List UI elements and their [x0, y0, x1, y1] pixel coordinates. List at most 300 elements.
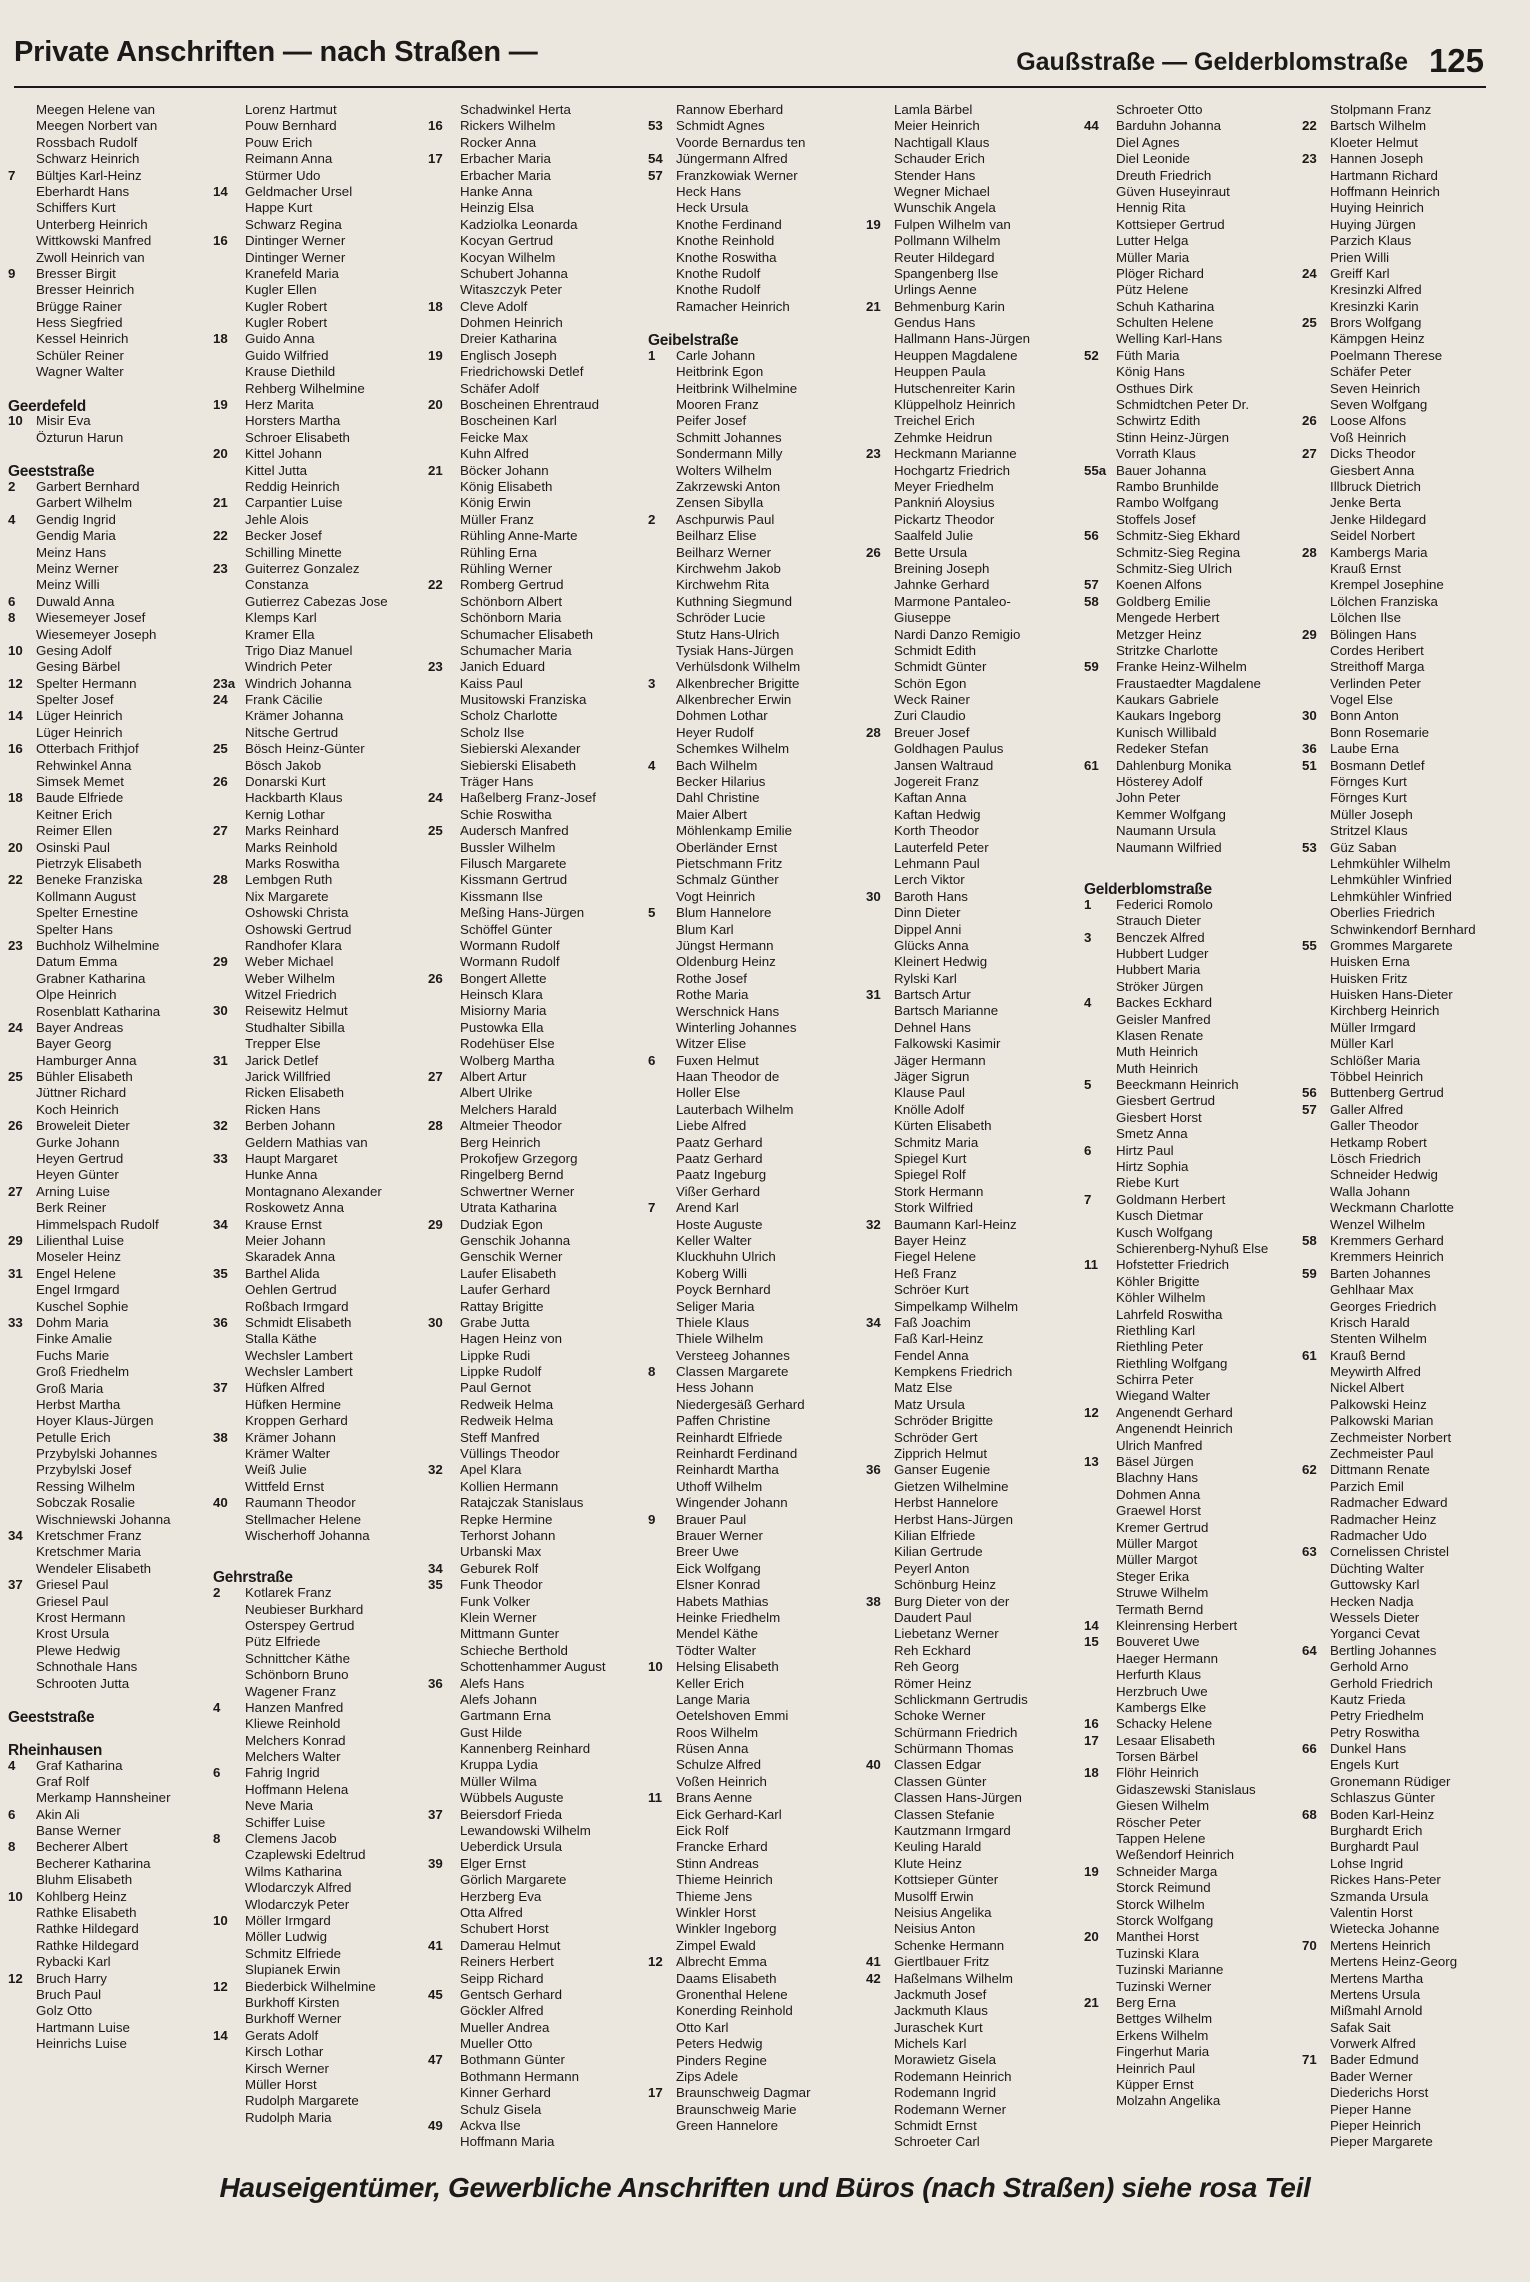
resident-name: Sobczak Rosalie [36, 1495, 136, 1511]
resident-name: Schwarz Heinrich [36, 151, 140, 167]
address-entry [1084, 1979, 1299, 1995]
address-entry [648, 413, 863, 429]
resident-name: Himmelspach Rudolf [36, 1216, 159, 1232]
resident-name: Reisewitz Helmut [245, 1003, 348, 1019]
address-entry [1084, 1093, 1299, 1109]
resident-name: Beneke Franziska [36, 872, 143, 888]
address-entry [213, 250, 423, 266]
resident-name: Matz Else [894, 1380, 953, 1396]
house-number: 61 [1084, 757, 1099, 773]
address-entry [866, 2134, 1081, 2150]
page-number: 125 [1428, 42, 1484, 79]
address-entry [866, 1102, 1081, 1118]
address-entry [428, 1348, 648, 1364]
address-entry [866, 217, 1081, 233]
address-entry [1302, 266, 1498, 282]
address-entry [866, 463, 1081, 479]
resident-name: Wietecka Johanne [1330, 1921, 1440, 1937]
resident-name: Wiesemeyer Joseph [36, 626, 157, 642]
address-entry [428, 1233, 648, 1249]
resident-name: Vüllings Theodor [460, 1446, 560, 1462]
address-entry [1302, 102, 1498, 118]
resident-name: Stork Wilfried [894, 1200, 974, 1216]
resident-name: Schröder Lucie [676, 610, 766, 626]
address-entry [866, 741, 1081, 757]
resident-name: Musitowski Franziska [460, 692, 587, 708]
resident-name: Pouw Erich [245, 134, 313, 150]
resident-name: Melchers Harald [460, 1101, 557, 1117]
resident-name: Carpantier Luise [245, 495, 343, 511]
resident-name: Roskowetz Anna [245, 1200, 345, 1216]
address-entry [428, 1528, 648, 1544]
address-entry [866, 954, 1081, 970]
address-entry [1084, 430, 1299, 446]
resident-name: Rocker Anna [460, 134, 537, 150]
address-entry [213, 168, 423, 184]
resident-name: Seipp Richard [460, 1970, 544, 1986]
address-entry [8, 1184, 208, 1200]
resident-name: Heuppen Magdalene [894, 347, 1018, 363]
resident-name: Gartmann Erna [460, 1708, 551, 1724]
resident-name: Becherer Katharina [36, 1855, 151, 1871]
resident-name: Fraustaedter Magdalene [1116, 675, 1261, 691]
resident-name: Peyerl Anton [894, 1560, 970, 1576]
address-entry [1084, 1487, 1299, 1503]
resident-name: Merkamp Hannsheiner [36, 1790, 171, 1806]
resident-name: Träger Hans [460, 774, 534, 790]
resident-name: Bäsel Jürgen [1116, 1454, 1194, 1470]
house-number: 55a [1084, 462, 1107, 478]
address-entry [8, 643, 208, 659]
address-entry [428, 2134, 648, 2150]
address-entry [213, 1462, 423, 1478]
address-entry [866, 1708, 1081, 1724]
resident-name: Schubert Horst [460, 1921, 549, 1937]
resident-name: Kugler Ellen [245, 282, 317, 298]
address-entry [648, 250, 863, 266]
address-entry [1084, 946, 1299, 962]
address-entry [213, 1233, 423, 1249]
address-entry [428, 2003, 648, 2019]
address-entry [213, 135, 423, 151]
resident-name: Förnges Kurt [1330, 774, 1407, 790]
address-entry [8, 168, 208, 184]
resident-name: Neisius Anton [894, 1921, 976, 1937]
resident-name: Krauß Ernst [1330, 560, 1401, 576]
address-entry [866, 1397, 1081, 1413]
address-entry [213, 2044, 423, 2060]
address-entry [8, 1217, 208, 1233]
address-entry [866, 118, 1081, 134]
address-entry [866, 905, 1081, 921]
address-entry [428, 1102, 648, 1118]
address-entry [866, 1282, 1081, 1298]
address-entry [1084, 102, 1299, 118]
resident-name: Rodehüser Else [460, 1036, 555, 1052]
resident-name: Reimann Anna [245, 151, 333, 167]
address-entry [1302, 1446, 1498, 1462]
address-entry [8, 889, 208, 905]
address-entry [428, 840, 648, 856]
resident-name: Dittmann Renate [1330, 1462, 1430, 1478]
resident-name: Klemps Karl [245, 610, 317, 626]
address-entry [648, 2085, 863, 2101]
address-entry [648, 1839, 863, 1855]
resident-name: Terhorst Johann [460, 1527, 556, 1543]
resident-name: Schmitz-Sieg Ulrich [1116, 560, 1233, 576]
resident-name: Schäfer Adolf [460, 380, 540, 396]
address-entry [648, 1971, 863, 1987]
address-entry [1084, 643, 1299, 659]
resident-name: Jäger Sigrun [894, 1069, 970, 1085]
house-number: 57 [1084, 577, 1099, 593]
resident-name: Müller Horst [245, 2076, 317, 2092]
resident-name: Rühling Anne-Marte [460, 528, 578, 544]
resident-name: Braunschweig Marie [676, 2101, 797, 2117]
resident-name: Kunisch Willibald [1116, 724, 1217, 740]
resident-name: Vogt Heinrich [676, 888, 756, 904]
resident-name: Krisch Harald [1330, 1314, 1410, 1330]
address-entry [213, 1495, 423, 1511]
resident-name: Poelmann Therese [1330, 347, 1443, 363]
address-entry [648, 1217, 863, 1233]
resident-name: Haeger Hermann [1116, 1650, 1218, 1666]
address-entry [648, 1118, 863, 1134]
resident-name: Schauder Erich [894, 151, 985, 167]
address-entry [1084, 2028, 1299, 2044]
address-entry [213, 512, 423, 528]
street-range-label: Gaußstraße — Gelderblomstraße [1016, 48, 1408, 76]
resident-name: Klasen Renate [1116, 1027, 1204, 1043]
resident-name: Romberg Gertrud [460, 577, 564, 593]
resident-name: Schwertner Werner [460, 1183, 575, 1199]
resident-name: Hetkamp Robert [1330, 1134, 1427, 1150]
resident-name: Bader Werner [1330, 2068, 1413, 2084]
resident-name: Schulze Alfred [676, 1757, 762, 1773]
resident-name: Grabner Katharina [36, 970, 146, 986]
address-entry [1084, 1421, 1299, 1437]
address-entry [8, 2036, 208, 2052]
house-number: 36 [1302, 741, 1317, 757]
address-entry [1302, 2020, 1498, 2036]
address-entry [1084, 1929, 1299, 1945]
address-entry [648, 1020, 863, 1036]
resident-name: Huisken Hans-Dieter [1330, 987, 1453, 1003]
address-entry [866, 151, 1081, 167]
address-entry [866, 1954, 1081, 1970]
resident-name: Elsner Konrad [676, 1577, 761, 1593]
resident-name: Otta Alfred [460, 1904, 523, 1920]
address-entry [648, 840, 863, 856]
resident-name: Mueller Andrea [460, 2019, 550, 2035]
address-entry [1084, 2077, 1299, 2093]
resident-name: Montagnano Alexander [245, 1183, 382, 1199]
resident-name: Rehberg Wilhelmine [245, 380, 365, 396]
resident-name: Windrich Johanna [245, 675, 352, 691]
resident-name: Kremmers Gerhard [1330, 1232, 1444, 1248]
address-entry [428, 1921, 648, 1937]
address-entry [1084, 200, 1299, 216]
address-entry [1302, 1692, 1498, 1708]
resident-name: Gurke Johann [36, 1134, 120, 1150]
address-entry [648, 1266, 863, 1282]
address-entry [8, 545, 208, 561]
address-entry [866, 430, 1081, 446]
house-number: 24 [1302, 265, 1317, 281]
resident-name: Keuling Harald [894, 1839, 982, 1855]
resident-name: Kürten Elisabeth [894, 1118, 992, 1134]
resident-name: Füth Maria [1116, 347, 1180, 363]
resident-name: Krempel Josephine [1330, 577, 1444, 593]
resident-name: Oberlies Friedrich [1330, 905, 1435, 921]
resident-name: Juraschek Kurt [894, 2019, 983, 2035]
address-entry [1302, 1135, 1498, 1151]
resident-name: Wlodarczyk Alfred [245, 1880, 352, 1896]
resident-name: Prien Willi [1330, 249, 1390, 265]
address-entry [428, 807, 648, 823]
address-entry [648, 1708, 863, 1724]
address-entry [1302, 233, 1498, 249]
address-entry [428, 594, 648, 610]
resident-name: Termath Bernd [1116, 1601, 1204, 1617]
resident-name: Daams Elisabeth [676, 1970, 777, 1986]
address-entry [1084, 930, 1299, 946]
resident-name: Dicks Theodor [1330, 446, 1416, 462]
resident-name: Gust Hilde [460, 1724, 523, 1740]
resident-name: Goldmann Herbert [1116, 1191, 1226, 1207]
address-entry [648, 1741, 863, 1757]
address-entry [8, 1151, 208, 1167]
resident-name: Plöger Richard [1116, 265, 1204, 281]
resident-name: Bruch Paul [36, 1986, 102, 2002]
address-entry [648, 1282, 863, 1298]
address-entry [1084, 1798, 1299, 1814]
resident-name: Schroer Elisabeth [245, 429, 350, 445]
resident-name: Kleinrensing Herbert [1116, 1617, 1238, 1633]
house-number: 28 [866, 724, 881, 740]
resident-name: Strauch Dieter [1116, 913, 1201, 929]
resident-name: Giesbert Gertrud [1116, 1093, 1216, 1109]
resident-name: Schmidt Agnes [676, 118, 765, 134]
resident-name: Redweik Helma [460, 1413, 554, 1429]
resident-name: Banse Werner [36, 1823, 121, 1839]
address-entry [8, 1085, 208, 1101]
address-entry [1302, 381, 1498, 397]
address-entry [8, 1643, 208, 1659]
resident-name: Schäfer Peter [1330, 364, 1412, 380]
address-entry [428, 2069, 648, 2085]
resident-name: Spelter Hermann [36, 675, 137, 691]
resident-name: Riethling Karl [1116, 1322, 1196, 1338]
resident-name: Jäger Hermann [894, 1052, 986, 1068]
resident-name: Knothe Rudolf [676, 282, 761, 298]
address-entry [866, 1577, 1081, 1593]
address-entry [8, 676, 208, 692]
address-entry [1302, 1561, 1498, 1577]
resident-name: Pieper Heinrich [1330, 2118, 1421, 2134]
address-entry [213, 233, 423, 249]
house-number: 35 [213, 1265, 228, 1281]
address-entry [648, 1774, 863, 1790]
resident-name: Laufer Gerhard [460, 1282, 551, 1298]
resident-name: Wechsler Lambert [245, 1347, 353, 1363]
resident-name: Reh Georg [894, 1659, 960, 1675]
address-entry [213, 905, 423, 921]
resident-name: Rothe Josef [676, 970, 747, 986]
address-entry [428, 348, 648, 364]
resident-name: Blum Hannelore [676, 905, 772, 921]
resident-name: Otterbach Frithjof [36, 741, 139, 757]
resident-name: Pouw Bernhard [245, 118, 337, 134]
resident-name: Dudziak Egon [460, 1216, 543, 1232]
resident-name: Stinn Andreas [676, 1855, 759, 1871]
house-number: 25 [213, 741, 228, 757]
address-entry [213, 708, 423, 724]
address-entry [213, 1397, 423, 1413]
house-number: 18 [1084, 1765, 1099, 1781]
address-entry [1084, 1323, 1299, 1339]
address-entry [428, 1184, 648, 1200]
address-entry [428, 1561, 648, 1577]
address-entry [8, 1446, 208, 1462]
address-entry [866, 1512, 1081, 1528]
address-entry [866, 545, 1081, 561]
address-entry [8, 1495, 208, 1511]
address-entry [213, 1069, 423, 1085]
address-entry [866, 1905, 1081, 1921]
address-entry [1084, 1372, 1299, 1388]
resident-name: Osterspey Gertrud [245, 1617, 355, 1633]
house-number: 16 [428, 118, 443, 134]
address-entry [213, 1847, 423, 1863]
address-entry [8, 708, 208, 724]
address-entry [1302, 676, 1498, 692]
resident-name: Eick Gerhard-Karl [676, 1806, 782, 1822]
resident-name: Oehlen Gertrud [245, 1282, 337, 1298]
page-header [14, 36, 1484, 84]
resident-name: Stork Hermann [894, 1183, 984, 1199]
address-entry [648, 1380, 863, 1396]
address-entry [1302, 1397, 1498, 1413]
resident-name: Hüfken Hermine [245, 1396, 342, 1412]
house-number: 41 [428, 1937, 443, 1953]
resident-name: Rehwinkel Anna [36, 757, 132, 773]
address-entry [8, 1659, 208, 1675]
address-entry [428, 2036, 648, 2052]
resident-name: Schürmann Thomas [894, 1741, 1014, 1757]
address-entry [8, 495, 208, 511]
resident-name: Pollmann Wilhelm [894, 233, 1001, 249]
address-entry [866, 1692, 1081, 1708]
resident-name: Carle Johann [676, 347, 756, 363]
house-number: 56 [1302, 1085, 1317, 1101]
resident-name: Kretschmer Maria [36, 1544, 141, 1560]
address-entry [648, 446, 863, 462]
house-number: 33 [8, 1314, 23, 1330]
address-entry [1084, 1946, 1299, 1962]
resident-name: Spiegel Kurt [894, 1151, 967, 1166]
house-number: 41 [866, 1954, 881, 1970]
address-entry [648, 1249, 863, 1265]
address-entry [648, 905, 863, 921]
resident-name: Schön Egon [894, 675, 967, 691]
resident-name: Mueller Otto [460, 2036, 533, 2052]
address-entry [648, 1102, 863, 1118]
resident-name: Seven Wolfgang [1330, 397, 1428, 413]
resident-name: Mertens Heinz-Georg [1330, 1954, 1458, 1970]
address-entry [213, 594, 423, 610]
address-entry [8, 200, 208, 216]
resident-name: Hess Siegfried [36, 315, 123, 331]
resident-name: Frank Cäcilie [245, 692, 323, 708]
resident-name: Kittel Johann [245, 446, 322, 462]
address-entry [1302, 2036, 1498, 2052]
address-entry [428, 1167, 648, 1183]
resident-name: Schiffer Luise [245, 1814, 326, 1830]
resident-name: Engel Irmgard [36, 1282, 120, 1298]
address-entry [1302, 1102, 1498, 1118]
address-entry [1302, 135, 1498, 151]
address-entry [8, 1758, 208, 1774]
address-entry [1302, 348, 1498, 364]
street-heading: Gehrstraße [213, 1569, 293, 1586]
address-entry [1084, 1585, 1299, 1601]
resident-name: Classen Margarete [676, 1364, 789, 1380]
resident-name: Mendel Käthe [676, 1626, 759, 1642]
resident-name: Faß Joachim [894, 1314, 971, 1330]
address-entry [1084, 1749, 1299, 1765]
address-entry [428, 1790, 648, 1806]
resident-name: Werschnick Hans [676, 1003, 780, 1019]
resident-name: Green Hannelore [676, 2118, 779, 2134]
house-number: 4 [213, 1699, 221, 1715]
address-entry [428, 1315, 648, 1331]
address-entry [213, 1815, 423, 1831]
address-entry [866, 1380, 1081, 1396]
resident-name: Redweik Helma [460, 1396, 554, 1412]
address-entry [8, 1430, 208, 1446]
address-entry [213, 151, 423, 167]
address-entry [866, 250, 1081, 266]
resident-name: Gesing Bärbel [36, 659, 121, 675]
address-entry [1084, 1061, 1299, 1077]
address-entry [213, 1413, 423, 1429]
resident-name: Göckler Alfred [460, 2003, 544, 2019]
resident-name: Weck Rainer [894, 692, 970, 708]
resident-name: Breining Joseph [894, 560, 990, 576]
resident-name: Heyen Gertrud [36, 1151, 124, 1167]
resident-name: Raumann Theodor [245, 1495, 356, 1511]
address-entry [648, 1397, 863, 1413]
address-entry [866, 1594, 1081, 1610]
resident-name: Thiele Klaus [676, 1314, 750, 1330]
resident-name: Weber Michael [245, 954, 334, 970]
resident-name: Krämer Johann [245, 1429, 336, 1445]
address-entry [8, 1053, 208, 1069]
resident-name: Kessel Heinrich [36, 331, 129, 347]
resident-name: Kilian Elfriede [894, 1527, 976, 1543]
resident-name: Genschik Johanna [460, 1232, 571, 1248]
resident-name: Cleve Adolf [460, 298, 528, 314]
address-entry [1084, 1651, 1299, 1667]
address-entry [428, 1839, 648, 1855]
address-entry [866, 840, 1081, 856]
house-number: 10 [8, 642, 23, 658]
resident-name: Dreier Katharina [460, 331, 557, 347]
address-entry [866, 364, 1081, 380]
resident-name: Wischerhoff Johanna [245, 1527, 370, 1543]
resident-name: Laube Erna [1330, 741, 1399, 757]
